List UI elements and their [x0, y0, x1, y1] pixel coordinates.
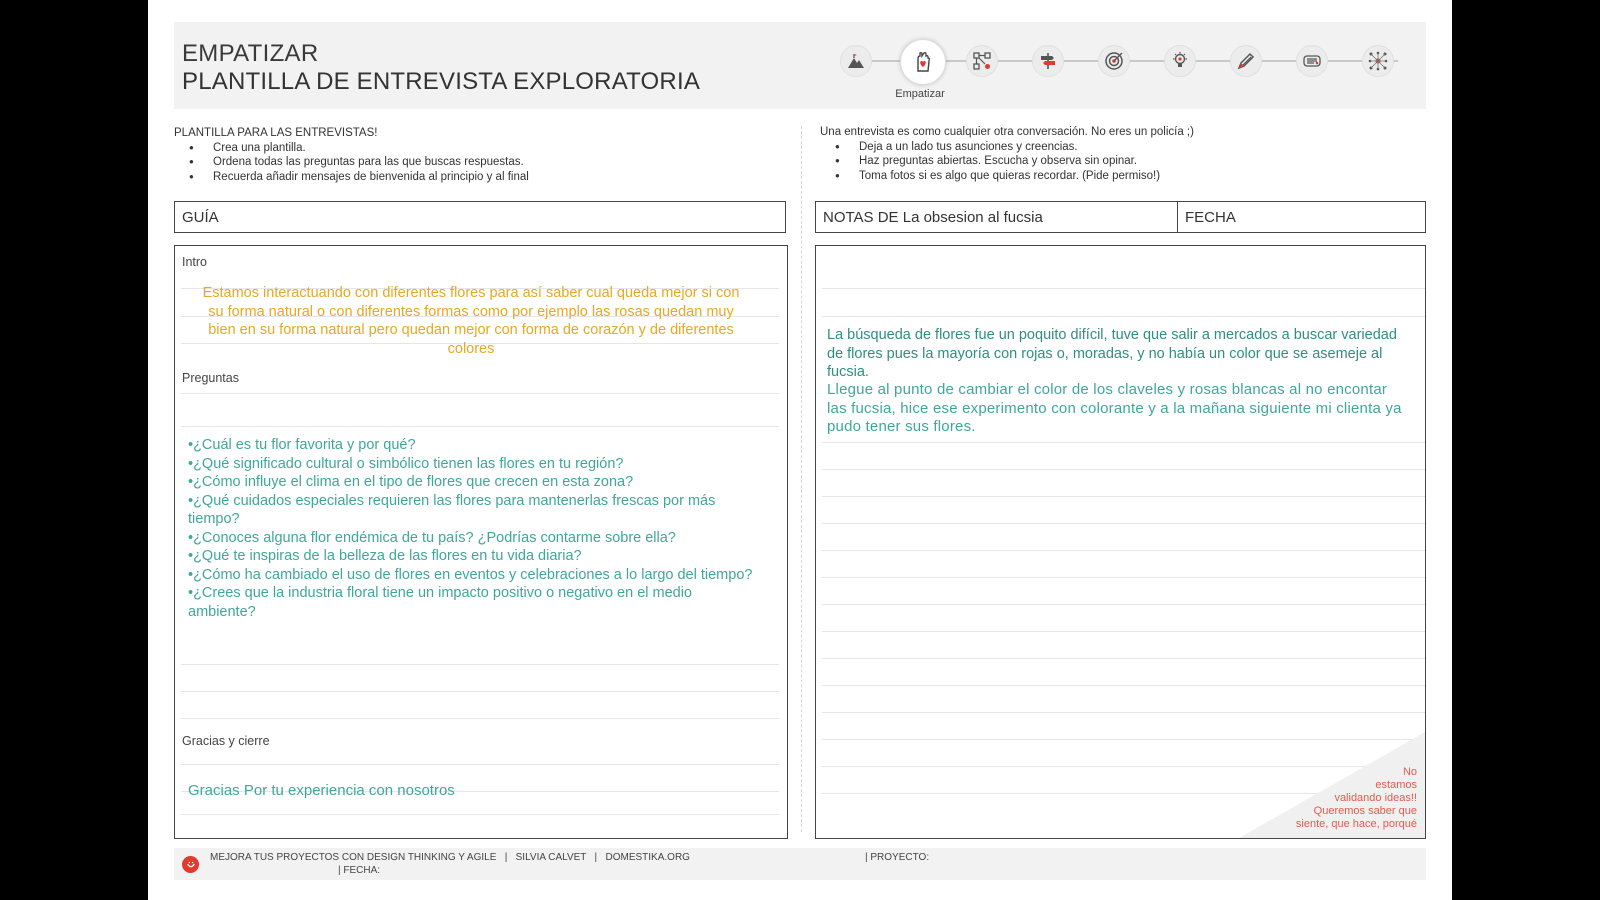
logo-icon: [182, 856, 199, 873]
guia-header: GUÍA: [174, 201, 786, 233]
closing-text[interactable]: Gracias Por tu experiencia con nosotros: [188, 782, 455, 799]
corner-note-line: No: [1402, 766, 1417, 778]
ruled-line: [181, 764, 779, 765]
corner-note-line: Queremos saber que: [1313, 805, 1417, 817]
step-empatizar[interactable]: [900, 39, 946, 85]
corner-note-line: siente, que hace, porqué: [1295, 818, 1417, 830]
question-item[interactable]: •¿Crees que la industria floral tiene un impacto positivo o negativo en el medio ambiente?: [188, 585, 692, 620]
smile-icon: [186, 860, 196, 870]
mountain-icon: [846, 51, 866, 71]
ruled-line: [181, 691, 779, 692]
worksheet: [148, 0, 1452, 900]
fecha-field[interactable]: FECHA: [1177, 201, 1426, 233]
instructions-left: [174, 126, 774, 184]
lightbulb-icon: [1170, 51, 1190, 71]
question-item[interactable]: •¿Conoces alguna flor endémica de tu país? ¿Podrías contarme sobre ella?: [188, 529, 676, 546]
question-item[interactable]: •¿Qué cuidados especiales requieren las flores para mantenerlas frescas por más tiempo?: [188, 492, 716, 527]
active-step-label: Empatizar: [895, 88, 945, 100]
questions-list[interactable]: [188, 436, 758, 621]
question-item[interactable]: •¿Cómo influye el clima en el tipo de flores que crecen en esta zona?: [188, 474, 634, 490]
ruled-line: [822, 631, 1425, 632]
hand-heart-icon: [911, 50, 935, 74]
ruled-line: [822, 604, 1425, 605]
step-list[interactable]: [1296, 45, 1328, 77]
header-band: [174, 22, 1426, 109]
instruction-item: ● Haz preguntas abiertas. Escucha y observa sin opinar.: [820, 154, 1420, 169]
question-item[interactable]: •¿Cuál es tu flor favorita y por qué?: [188, 437, 416, 453]
signpost-icon: [1038, 51, 1058, 71]
question-item[interactable]: •¿Cómo ha cambiado el uso de flores en eventos y celebraciones a lo largo del tiempo?: [188, 566, 753, 583]
instruction-item: ● Crea una plantilla.: [174, 141, 774, 156]
ruled-line: [822, 288, 1425, 289]
instructions-right-title: Una entrevista es como cualquier otra conversación. No eres un policía ;): [820, 126, 1194, 138]
footer-fecha: | FECHA:: [338, 865, 381, 876]
ruled-line: [181, 426, 779, 427]
ruled-line: [822, 658, 1425, 659]
question-item[interactable]: •¿Qué significado cultural o simbólico tienen las flores en tu región?: [188, 455, 624, 472]
nodes-icon: [972, 51, 992, 71]
page-supertitle: EMPATIZAR: [182, 40, 319, 67]
notes-paragraph[interactable]: La búsqueda de flores fue un poquito difícil, tuve que salir a mercados a buscar variedad de flores pues la mayoría con rojas o, moradas, y no había un color que se asemeje al fucsia.: [827, 327, 1397, 380]
step-nodes[interactable]: [966, 45, 998, 77]
step-signpost[interactable]: [1032, 45, 1064, 77]
step-lightbulb[interactable]: [1164, 45, 1196, 77]
ruled-line: [822, 523, 1425, 524]
ruled-line: [822, 316, 1425, 317]
instructions-left-title: PLANTILLA PARA LAS ENTREVISTAS!: [174, 127, 378, 139]
step-mountain[interactable]: [840, 45, 872, 77]
instruction-item: ● Recuerda añadir mensajes de bienvenida al principio y al final: [174, 170, 774, 185]
ruled-line: [181, 393, 779, 394]
footer: [174, 848, 1426, 880]
instruction-item: ● Deja a un lado tus asunciones y creencias.: [820, 140, 1420, 155]
question-item[interactable]: •¿Qué te inspiras de la belleza de las flores en tu vida diaria?: [188, 548, 582, 564]
closing-label: Gracias y cierre: [182, 734, 270, 748]
corner-note-line: estamos: [1375, 779, 1417, 791]
ruled-line: [822, 577, 1425, 578]
process-stepper: [832, 38, 1412, 84]
ruled-line: [181, 664, 779, 665]
ruled-line: [822, 442, 1425, 443]
pencil-icon: [1236, 51, 1256, 71]
step-pencil[interactable]: [1230, 45, 1262, 77]
questions-label: Preguntas: [182, 371, 239, 385]
network-icon: [1368, 51, 1388, 71]
ruled-line: [181, 718, 779, 719]
ruled-line: [822, 550, 1425, 551]
ruled-line: [181, 814, 779, 815]
footer-credit: MEJORA TUS PROYECTOS CON DESIGN THINKING Y AGILE | SILVIA CALVET | DOMESTIKA.ORG: [210, 852, 690, 863]
page-title: PLANTILLA DE ENTREVISTA EXPLORATORIA: [182, 68, 701, 95]
instruction-item: ● Ordena todas las preguntas para las que buscas respuestas.: [174, 155, 774, 170]
target-icon: [1104, 51, 1124, 71]
corner-note-line: validando ideas!!: [1334, 792, 1417, 804]
list-icon: [1302, 51, 1322, 71]
ruled-line: [822, 469, 1425, 470]
guia-panel: [174, 245, 788, 839]
ruled-line: [822, 712, 1425, 713]
corner-note: [1257, 766, 1417, 831]
step-network[interactable]: [1362, 45, 1394, 77]
footer-proyecto: | PROYECTO:: [865, 852, 930, 863]
ruled-line: [822, 685, 1425, 686]
column-divider: [801, 126, 802, 832]
notes-paragraph[interactable]: Llegue al punto de cambiar el color de los claveles y rosas blancas al no encontar las fucsia, hice ese experimento con colorante y a la mañana siguiente mi clienta ya pudo tener sus flores.: [827, 381, 1402, 435]
intro-text[interactable]: Estamos interactuando con diferentes flores para así saber cual queda mejor si con su forma natural o con diferentes formas como por ejemplo las rosas quedan muy bien en su forma natural pero quedan mejor con forma de corazón y de diferentes colores: [202, 285, 740, 357]
intro-label: Intro: [182, 255, 208, 269]
notas-panel[interactable]: [815, 245, 1426, 839]
instruction-item: ● Toma fotos si es algo que quieras recordar. (Pide permiso!): [820, 169, 1420, 184]
ruled-line: [822, 496, 1425, 497]
notas-header[interactable]: NOTAS DE La obsesion al fucsia: [815, 201, 1178, 233]
step-target[interactable]: [1098, 45, 1130, 77]
instructions-right: [820, 125, 1420, 183]
